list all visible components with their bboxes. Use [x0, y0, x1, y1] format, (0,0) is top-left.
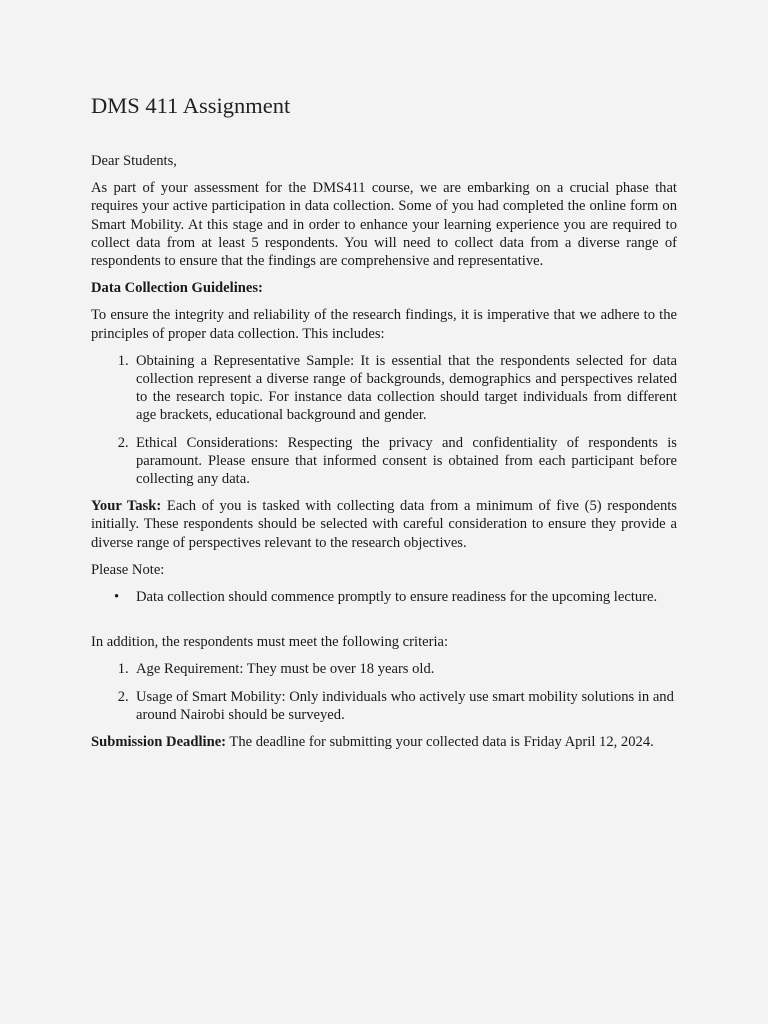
guideline-item-2: 2. Ethical Considerations: Respecting the privacy and confidentiality of respondents is paramount. Please ensure that informed consent is obtained from each participant before collecting any data.	[136, 434, 677, 489]
criteria-item-2: 2. Usage of Smart Mobility: Only individuals who actively use smart mobility solutions in and around Nairobi should be surveyed.	[136, 688, 677, 724]
notes-list	[91, 588, 677, 606]
deadline-text: The deadline for submitting your collected data is Friday April 12, 2024.	[226, 734, 654, 751]
document-title: DMS 411 Assignment	[91, 93, 291, 118]
greeting: Dear Students,	[91, 153, 177, 169]
criteria-list	[91, 660, 677, 724]
deadline-label: Submission Deadline:	[91, 734, 227, 751]
intro-paragraph: As part of your assessment for the DMS411 course, we are embarking on a crucial phase that requires your active participation in data collection. Some of you had completed the online form on Smart Mobility. At this stage and in order to enhance your learning experience you are required to collect data from at least 5 respondents. You will need to collect data from a diverse range of respondents to ensure that the findings are comprehensive and representative.	[91, 180, 677, 270]
guideline-item-1: 1. Obtaining a Representative Sample: It is essential that the respondents selected for data collection represent a diverse range of backgrounds, demographics and perspectives related to the research topic. For instance data collection should target individuals from different age brackets, educational background and gender.	[136, 352, 677, 425]
guidelines-heading: Data Collection Guidelines:	[91, 280, 263, 297]
task-label: Your Task:	[91, 498, 162, 515]
criteria-item-1: 1. Age Requirement: They must be over 18 years old.	[136, 660, 677, 678]
note-label: Please Note:	[91, 561, 165, 578]
note-item-1	[114, 588, 677, 606]
criteria-intro: In addition, the respondents must meet the following criteria:	[91, 634, 449, 651]
deadline-paragraph	[91, 733, 677, 751]
task-paragraph	[91, 497, 677, 552]
guidelines-list	[91, 352, 677, 488]
task-text: Each of you is tasked with collecting data from a minimum of five (5) respondents initially. These respondents should be selected with careful consideration to ensure they provide a diverse range of perspectives relevant to the research objectives.	[91, 498, 677, 551]
guidelines-intro: To ensure the integrity and reliability of the research findings, it is imperative that we adhere to the principles of proper data collection. This includes:	[91, 307, 677, 342]
note-text: Data collection should commence promptly to ensure readiness for the upcoming lecture.	[136, 589, 658, 606]
bullet-icon: •	[114, 589, 120, 606]
